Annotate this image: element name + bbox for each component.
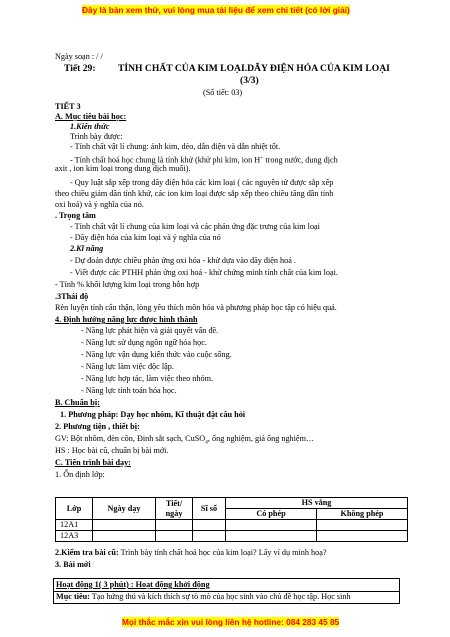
- lesson-title: TÍNH CHẤT CỦA KIM LOẠI.DÃY ĐIỆN HÓA CỦA KIM LOẠI: [118, 63, 390, 74]
- activity-box: [53, 578, 400, 604]
- col-header-excused: Có phép: [226, 509, 317, 520]
- col-header-absent: HS vắng: [226, 498, 408, 509]
- attitude-line: Rèn luyện tính cẩn thận, lòng yêu thích môn hóa và phương pháp học tập có hiệu quả.: [55, 303, 337, 312]
- attendance-table: [55, 497, 408, 542]
- activity-title: Hoạt động 1( 3 phút) : Hoạt động khởi động: [56, 580, 210, 589]
- top-banner: Đây là bản xem thử, vui lòng mua tài liệu để xem chi tiết (có lời giải): [82, 5, 350, 15]
- competency-item: - Năng lực phát hiện và giải quyết vấn đề.: [81, 326, 219, 335]
- table-row: [56, 531, 408, 542]
- col-header-period: Tiết/ ngày: [156, 498, 193, 520]
- method-line: 1. Phương pháp: Dạy học nhóm, Kĩ thuật đặt câu hỏi: [60, 410, 246, 419]
- competency-item: - Năng lực hợp tác, làm việc theo nhóm.: [81, 374, 213, 383]
- section-c-heading: C. Tiến trình bài dạy:: [55, 458, 131, 467]
- bottom-banner: Mọi thắc mắc xin vui lòng liên hệ hotline: 084 283 45 85: [122, 617, 340, 627]
- knowledge-heading: 1.Kiến thức: [70, 122, 110, 131]
- focus-line: - Tính chất vật lí chung của kim loại và các phản ứng đặc trưng của kim loại: [70, 222, 320, 231]
- class-cell: 12A1: [56, 520, 93, 531]
- date-line: Ngày soạn : / /: [55, 52, 103, 61]
- lesson-title-part: (3/3): [240, 75, 259, 86]
- col-header-unexcused: Không phép: [317, 509, 408, 520]
- focus-line: - Dãy điện hóa của kim loại và ý nghĩa của nó: [70, 233, 221, 242]
- new-lesson-heading: 3. Bài mới: [55, 560, 91, 569]
- class-check-line: 1. Ổn định lớp:: [55, 470, 105, 479]
- skills-line: - Viết được các PTHH phản ứng oxi hoá - khử chứng minh tính chất của kim loại.: [70, 268, 338, 277]
- competency-item: - Năng lực tính toán hóa học.: [81, 386, 177, 395]
- knowledge-line: theo chiều giảm dần tính khử, các ion kim loại được sắp xếp theo chiều tăng dần tính: [55, 189, 334, 198]
- class-cell: 12A3: [56, 531, 93, 542]
- focus-heading: . Trọng tâm: [55, 211, 96, 220]
- table-row: [56, 520, 408, 531]
- competency-item: - Năng lực làm việc độc lập.: [81, 362, 174, 371]
- knowledge-line: axit , ion kim loại trong dung dịch muối).: [55, 164, 191, 173]
- knowledge-line: - Tính chất vật lí chung: ánh kim, dẻo, dẫn điện và dẫn nhiệt tốt.: [70, 142, 281, 151]
- activity-objective: Mục tiêu: Tạo hứng thú và kích thích sự tò mò của học sinh vào chủ đề học tập. Học sinh: [56, 592, 351, 601]
- knowledge-line: - Tính chất hoá học chung là tính khử (khử phi kim, ion H+ trong nước, dung dịch: [70, 155, 338, 165]
- old-lesson-check: 2.Kiểm tra bài cũ: Trình bày tính chất hoá học của kim loại? Lấy ví dụ minh hoạ?: [55, 548, 327, 557]
- tiet-3-heading: TIẾT 3: [55, 102, 81, 111]
- skills-line: - Tính % khối lượng kim loại trong hỗn hợp: [55, 280, 200, 289]
- competency-heading: 4. Định hướng năng lực được hình thành: [55, 315, 198, 324]
- col-header-class: Lớp: [56, 498, 93, 520]
- section-b-heading: B. Chuẩn bị:: [55, 398, 100, 407]
- attitude-heading: .3Thái độ: [55, 292, 89, 301]
- section-a-heading: A. Mục tiêu bài học:: [55, 112, 127, 121]
- skills-line: - Dự đoán được chiều phản ứng oxi hóa - khử dựa vào dãy điện hoá .: [70, 256, 296, 265]
- col-header-size: Sĩ số: [193, 498, 226, 520]
- competency-item: - Năng lực sử dụng ngôn ngữ hóa học.: [81, 338, 207, 347]
- skills-heading: 2.Kĩ năng: [70, 244, 104, 253]
- period-count: (Số tiết: 03): [203, 88, 243, 97]
- knowledge-line: - Quy luật sắp xếp trong dãy điện hóa các kim loại ( các nguyên tử được sắp xếp: [70, 178, 334, 187]
- equipment-heading: 2. Phương tiện , thiết bị:: [55, 422, 140, 431]
- competency-item: - Năng lực vận dụng kiến thức vào cuộc sống.: [81, 350, 232, 359]
- teacher-equipment: GV: Bột nhôm, đèn cồn, Đinh sắt sạch, CuSO$_4$, ống nghiệm, giá ống nghiệm…: [55, 434, 315, 446]
- knowledge-line: oxi hoá) và ý nghĩa của nó.: [55, 200, 144, 209]
- knowledge-line: Trình bày được:: [70, 132, 123, 141]
- student-preparation: HS : Học bài cũ, chuẩn bị bài mới.: [55, 446, 169, 455]
- lesson-number: Tiết 29:: [64, 63, 96, 74]
- col-header-date: Ngày dạy: [93, 498, 156, 520]
